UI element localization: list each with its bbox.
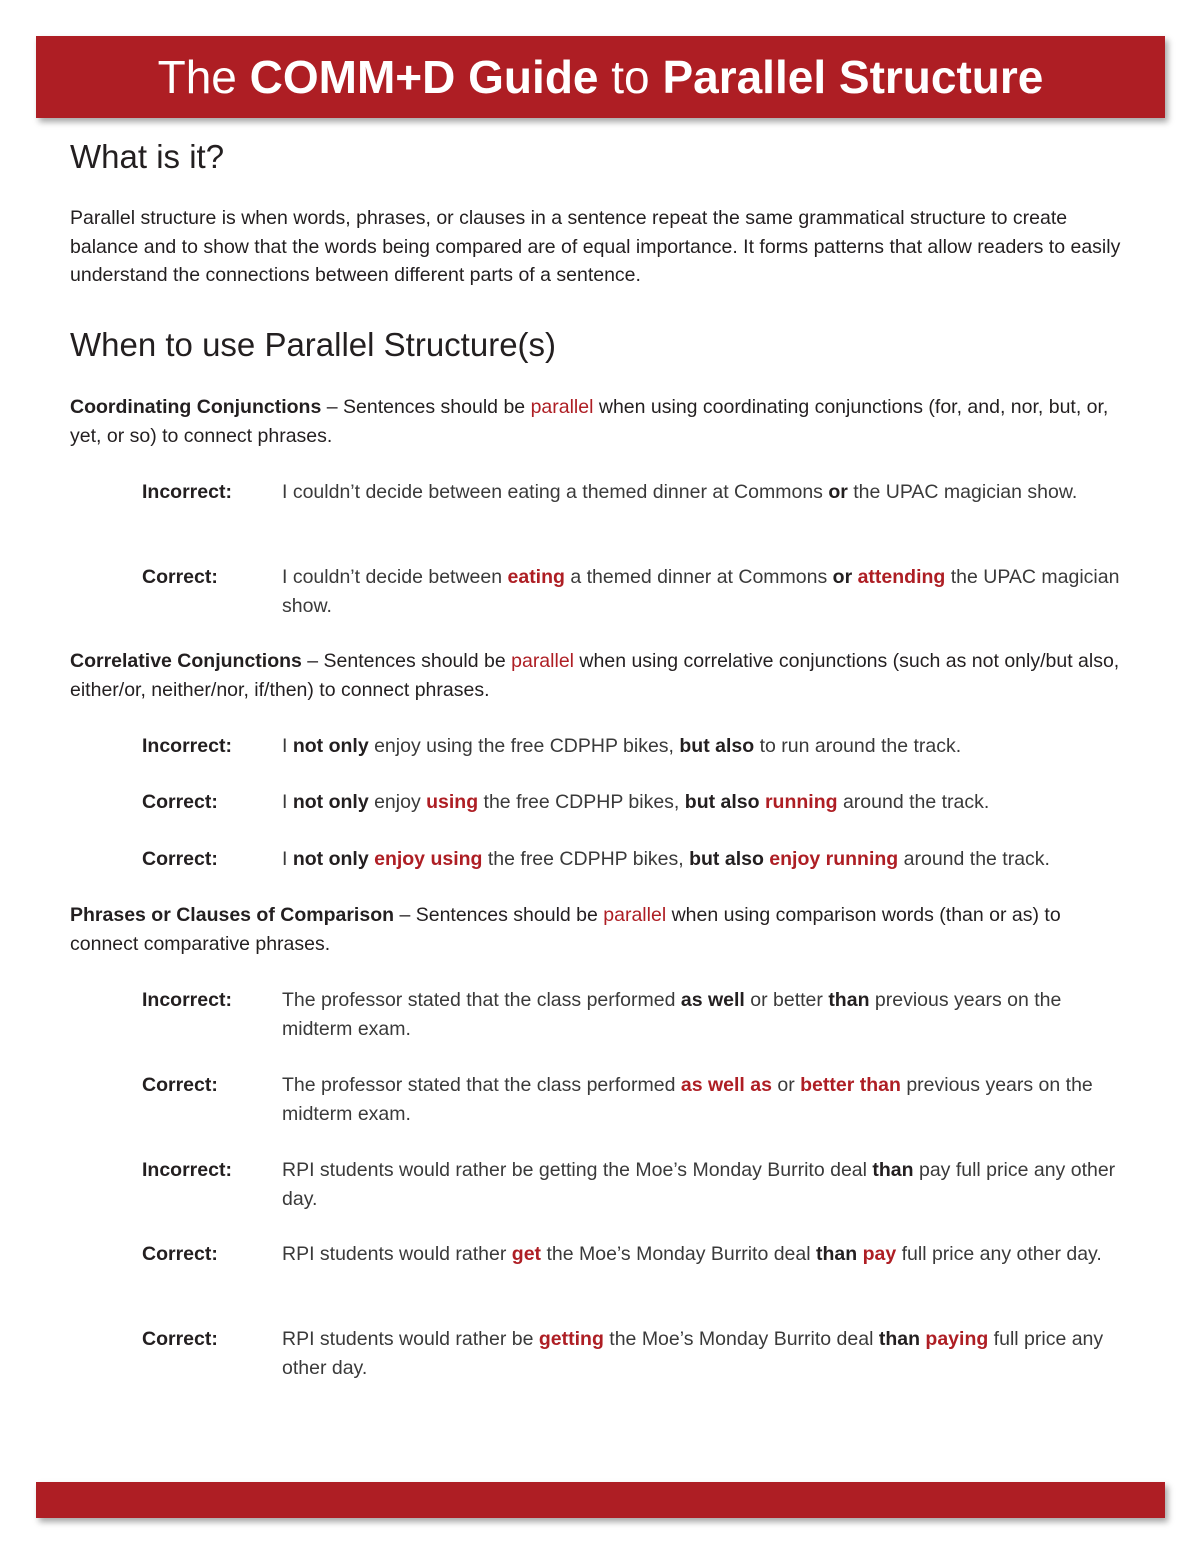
- example-sentence: RPI students would rather be getting the Moe’s Monday Burrito deal than paying full price any other day.: [282, 1328, 1104, 1379]
- example-sentence: I not only enjoy using the free CDPHP bikes, but also to run around the track.: [282, 735, 962, 757]
- correlative-conjunctions-section: Correlative Conjunctions – Sentences should be parallel when using correlative conjunctions (such as not only/but also, either/or, neither/nor, if/then) to connect phrases.: [70, 650, 1120, 701]
- example-sentence: The professor stated that the class performed as well as or better than previous years on the midterm exam.: [282, 1074, 1093, 1125]
- footer-bar: [36, 1482, 1165, 1518]
- correct-label: Correct:: [142, 1074, 218, 1096]
- when-to-use-heading: When to use Parallel Structure(s): [70, 326, 557, 363]
- title-to: to: [611, 51, 650, 103]
- title-the: The: [157, 51, 237, 103]
- example-sentence: I not only enjoy using the free CDPHP bikes, but also running around the track.: [282, 791, 990, 813]
- title-comm-d-guide: COMM+D Guide: [249, 51, 599, 103]
- correct-label: Correct:: [142, 848, 218, 870]
- example-sentence: RPI students would rather get the Moe’s Monday Burrito deal than pay full price any other day.: [282, 1243, 1102, 1265]
- example-sentence: I couldn’t decide between eating a themed dinner at Commons or the UPAC magician show.: [282, 481, 1078, 503]
- section-term: Correlative Conjunctions: [70, 650, 302, 672]
- correct-label: Correct:: [142, 566, 218, 588]
- correct-label: Correct:: [142, 791, 218, 813]
- title-topic: Parallel Structure: [662, 51, 1044, 103]
- incorrect-label: Incorrect:: [142, 481, 232, 503]
- parallel-keyword: parallel: [530, 396, 594, 418]
- comparison-section: Phrases or Clauses of Comparison – Sentences should be parallel when using comparison words (than or as) to connect comparative phrases.: [70, 904, 1061, 955]
- correct-label: Correct:: [142, 1328, 218, 1350]
- example-sentence: I couldn’t decide between eating a themed dinner at Commons or attending the UPAC magician show.: [282, 566, 1120, 617]
- incorrect-label: Incorrect:: [142, 1159, 232, 1181]
- title-banner: [36, 36, 1165, 118]
- correct-label: Correct:: [142, 1243, 218, 1265]
- what-is-it-heading: What is it?: [70, 138, 225, 175]
- example-sentence: I not only enjoy using the free CDPHP bikes, but also enjoy running around the track.: [282, 848, 1050, 870]
- definition-paragraph: Parallel structure is when words, phrases, or clauses in a sentence repeat the same grammatical structure to create balance and to show that the words being compared are of equal importance. It forms patterns that allow readers to easily understand the connections between different parts of a sentence.: [70, 207, 1121, 286]
- coordinating-conjunctions-section: Coordinating Conjunctions – Sentences should be parallel when using coordinating conjunctions (for, and, nor, but, or, yet, or so) to connect phrases.: [70, 396, 1109, 447]
- incorrect-label: Incorrect:: [142, 989, 232, 1011]
- section-term: Phrases or Clauses of Comparison: [70, 904, 395, 926]
- parallel-keyword: parallel: [603, 904, 667, 926]
- section-term: Coordinating Conjunctions: [70, 396, 322, 418]
- incorrect-label: Incorrect:: [142, 735, 232, 757]
- example-sentence: RPI students would rather be getting the Moe’s Monday Burrito deal than pay full price any other day.: [282, 1159, 1116, 1210]
- example-sentence: The professor stated that the class performed as well or better than previous years on the midterm exam.: [282, 989, 1062, 1040]
- parallel-keyword: parallel: [511, 650, 574, 672]
